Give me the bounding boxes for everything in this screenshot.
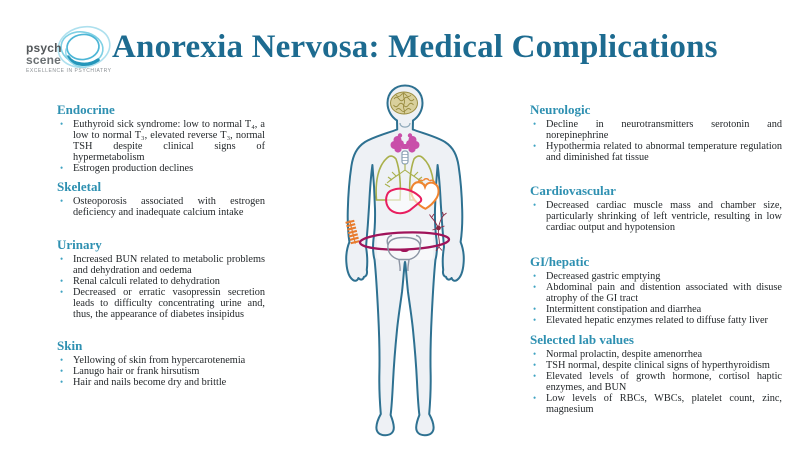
bullet-list <box>57 196 265 218</box>
bullet-text: Decreased or erratic vasopressin secretion leads to difficulty concentrating urine and, thus, the appearance of diabetes insipidus <box>73 287 265 320</box>
bullet-item <box>57 377 265 388</box>
section-heading: Cardiovascular <box>530 183 616 198</box>
section-heading: GI/hepatic <box>530 254 590 269</box>
bullet-text: Decline in neurotransmitters serotonin and norepinephrine <box>546 119 782 141</box>
bullet-dot: • <box>533 199 537 210</box>
bullet-item <box>57 163 265 174</box>
brain-icon <box>391 92 418 114</box>
bullet-item <box>57 196 265 218</box>
section-heading: Neurologic <box>530 102 591 117</box>
bullet-dot: • <box>533 392 537 403</box>
bullet-text: Abdominal pain and distention associated with disuse atrophy of the GI tract <box>546 282 782 304</box>
bullet-item <box>530 371 782 393</box>
bullet-list <box>530 271 782 326</box>
bullet-list <box>57 355 265 388</box>
bullet-text: TSH normal, despite clinical signs of hyperthyroidism <box>546 360 770 371</box>
bullet-dot: • <box>60 118 64 129</box>
bullet-text: Elevated levels of growth hormone, cortisol haptic enzymes, and BUN <box>546 371 782 393</box>
bullet-item <box>530 282 782 304</box>
bullet-text: Lanugo hair or frank hirsutism <box>73 366 200 377</box>
section-heading: Skeletal <box>57 179 102 194</box>
bullet-item <box>530 271 782 282</box>
bullet-text: Low levels of RBCs, WBCs, platelet count, zinc, magnesium <box>546 393 782 415</box>
bullet-text: Normal prolactin, despite amenorrhea <box>546 349 703 360</box>
bullet-text: Hair and nails become dry and brittle <box>73 377 227 388</box>
psych-scene-logo <box>20 25 120 81</box>
bullet-list <box>530 119 782 163</box>
bullet-text: Renal calculi related to dehydration <box>73 276 220 287</box>
trachea-icon <box>402 151 408 164</box>
bullet-dot: • <box>60 195 64 206</box>
bullet-dot: • <box>533 370 537 381</box>
section-skin <box>57 339 265 388</box>
bullet-dot: • <box>533 314 537 325</box>
bullet-text: Decreased cardiac muscle mass and chamber size, particularly shrinking of left ventricle, resulting in low cardiac output and hypotension <box>546 200 782 233</box>
bullet-dot: • <box>533 140 537 151</box>
bullet-item <box>57 276 265 287</box>
section-skeletal <box>57 180 265 218</box>
bullet-text: Intermittent constipation and diarrhea <box>546 304 702 315</box>
bullet-item <box>530 360 782 371</box>
page-title: Anorexia Nervosa: Medical Complications <box>112 29 718 65</box>
section-heading: Selected lab values <box>530 332 634 347</box>
logo-word-scene: scene <box>26 53 62 67</box>
bullet-item <box>57 119 265 163</box>
bullet-dot: • <box>60 275 64 286</box>
bullet-text: Osteoporosis associated with estrogen deficiency and inadequate calcium intake <box>73 196 265 218</box>
bullet-text: Elevated hepatic enzymes related to diffuse fatty liver <box>546 315 768 326</box>
bullet-text: Estrogen production declines <box>73 163 194 174</box>
bullet-dot: • <box>60 365 64 376</box>
bullet-dot: • <box>60 162 64 173</box>
body-outline <box>346 86 464 436</box>
bullet-list <box>57 119 265 174</box>
bullet-list <box>530 200 782 233</box>
section-heading: Skin <box>57 338 83 353</box>
section-gi-hepatic <box>530 255 782 326</box>
bullet-item <box>530 200 782 233</box>
bullet-dot: • <box>60 354 64 365</box>
bullet-text: Increased BUN related to metabolic problems and dehydration and oedema <box>73 254 265 276</box>
bullet-dot: • <box>533 281 537 292</box>
bullet-dot: • <box>60 253 64 264</box>
bullet-dot: • <box>533 118 537 129</box>
bullet-dot: • <box>533 270 537 281</box>
bullet-item <box>530 393 782 415</box>
bullet-item <box>530 349 782 360</box>
bullet-text: Hypothermia related to abnormal temperature regulation and diminished fat tissue <box>546 141 782 163</box>
section-endocrine <box>57 103 265 174</box>
bullet-dot: • <box>533 359 537 370</box>
section-neurologic <box>530 103 782 163</box>
section-cardiovascular <box>530 184 782 233</box>
bullet-dot: • <box>60 286 64 297</box>
bullet-item <box>530 315 782 326</box>
bullet-item <box>57 254 265 276</box>
left-column <box>57 103 265 407</box>
bullet-item <box>57 366 265 377</box>
bullet-text: Yellowing of skin from hypercarotenemia <box>73 355 246 366</box>
logo-tagline: EXCELLENCE IN PSYCHIATRY <box>26 68 112 74</box>
human-body-figure <box>330 82 480 444</box>
section-heading: Urinary <box>57 237 102 252</box>
bullet-dot: • <box>533 348 537 359</box>
bullet-list <box>530 349 782 415</box>
bullet-item <box>57 287 265 320</box>
bullet-item <box>530 304 782 315</box>
section-urinary <box>57 238 265 320</box>
section-selected-lab-values <box>530 333 782 415</box>
bullet-item <box>530 119 782 141</box>
bullet-item <box>57 355 265 366</box>
bullet-dot: • <box>533 303 537 314</box>
bullet-list <box>57 254 265 320</box>
logo-word-psych: psych <box>26 41 62 55</box>
section-heading: Endocrine <box>57 102 115 117</box>
bullet-dot: • <box>60 376 64 387</box>
bullet-text: Euthyroid sick syndrome: low to normal T₄, a low to normal T₃, elevated reverse T₃, normal TSH despite clinical signs of hypermetabolism <box>73 119 265 163</box>
bullet-text: Decreased gastric emptying <box>546 271 661 282</box>
right-column <box>530 103 782 434</box>
bullet-item <box>530 141 782 163</box>
